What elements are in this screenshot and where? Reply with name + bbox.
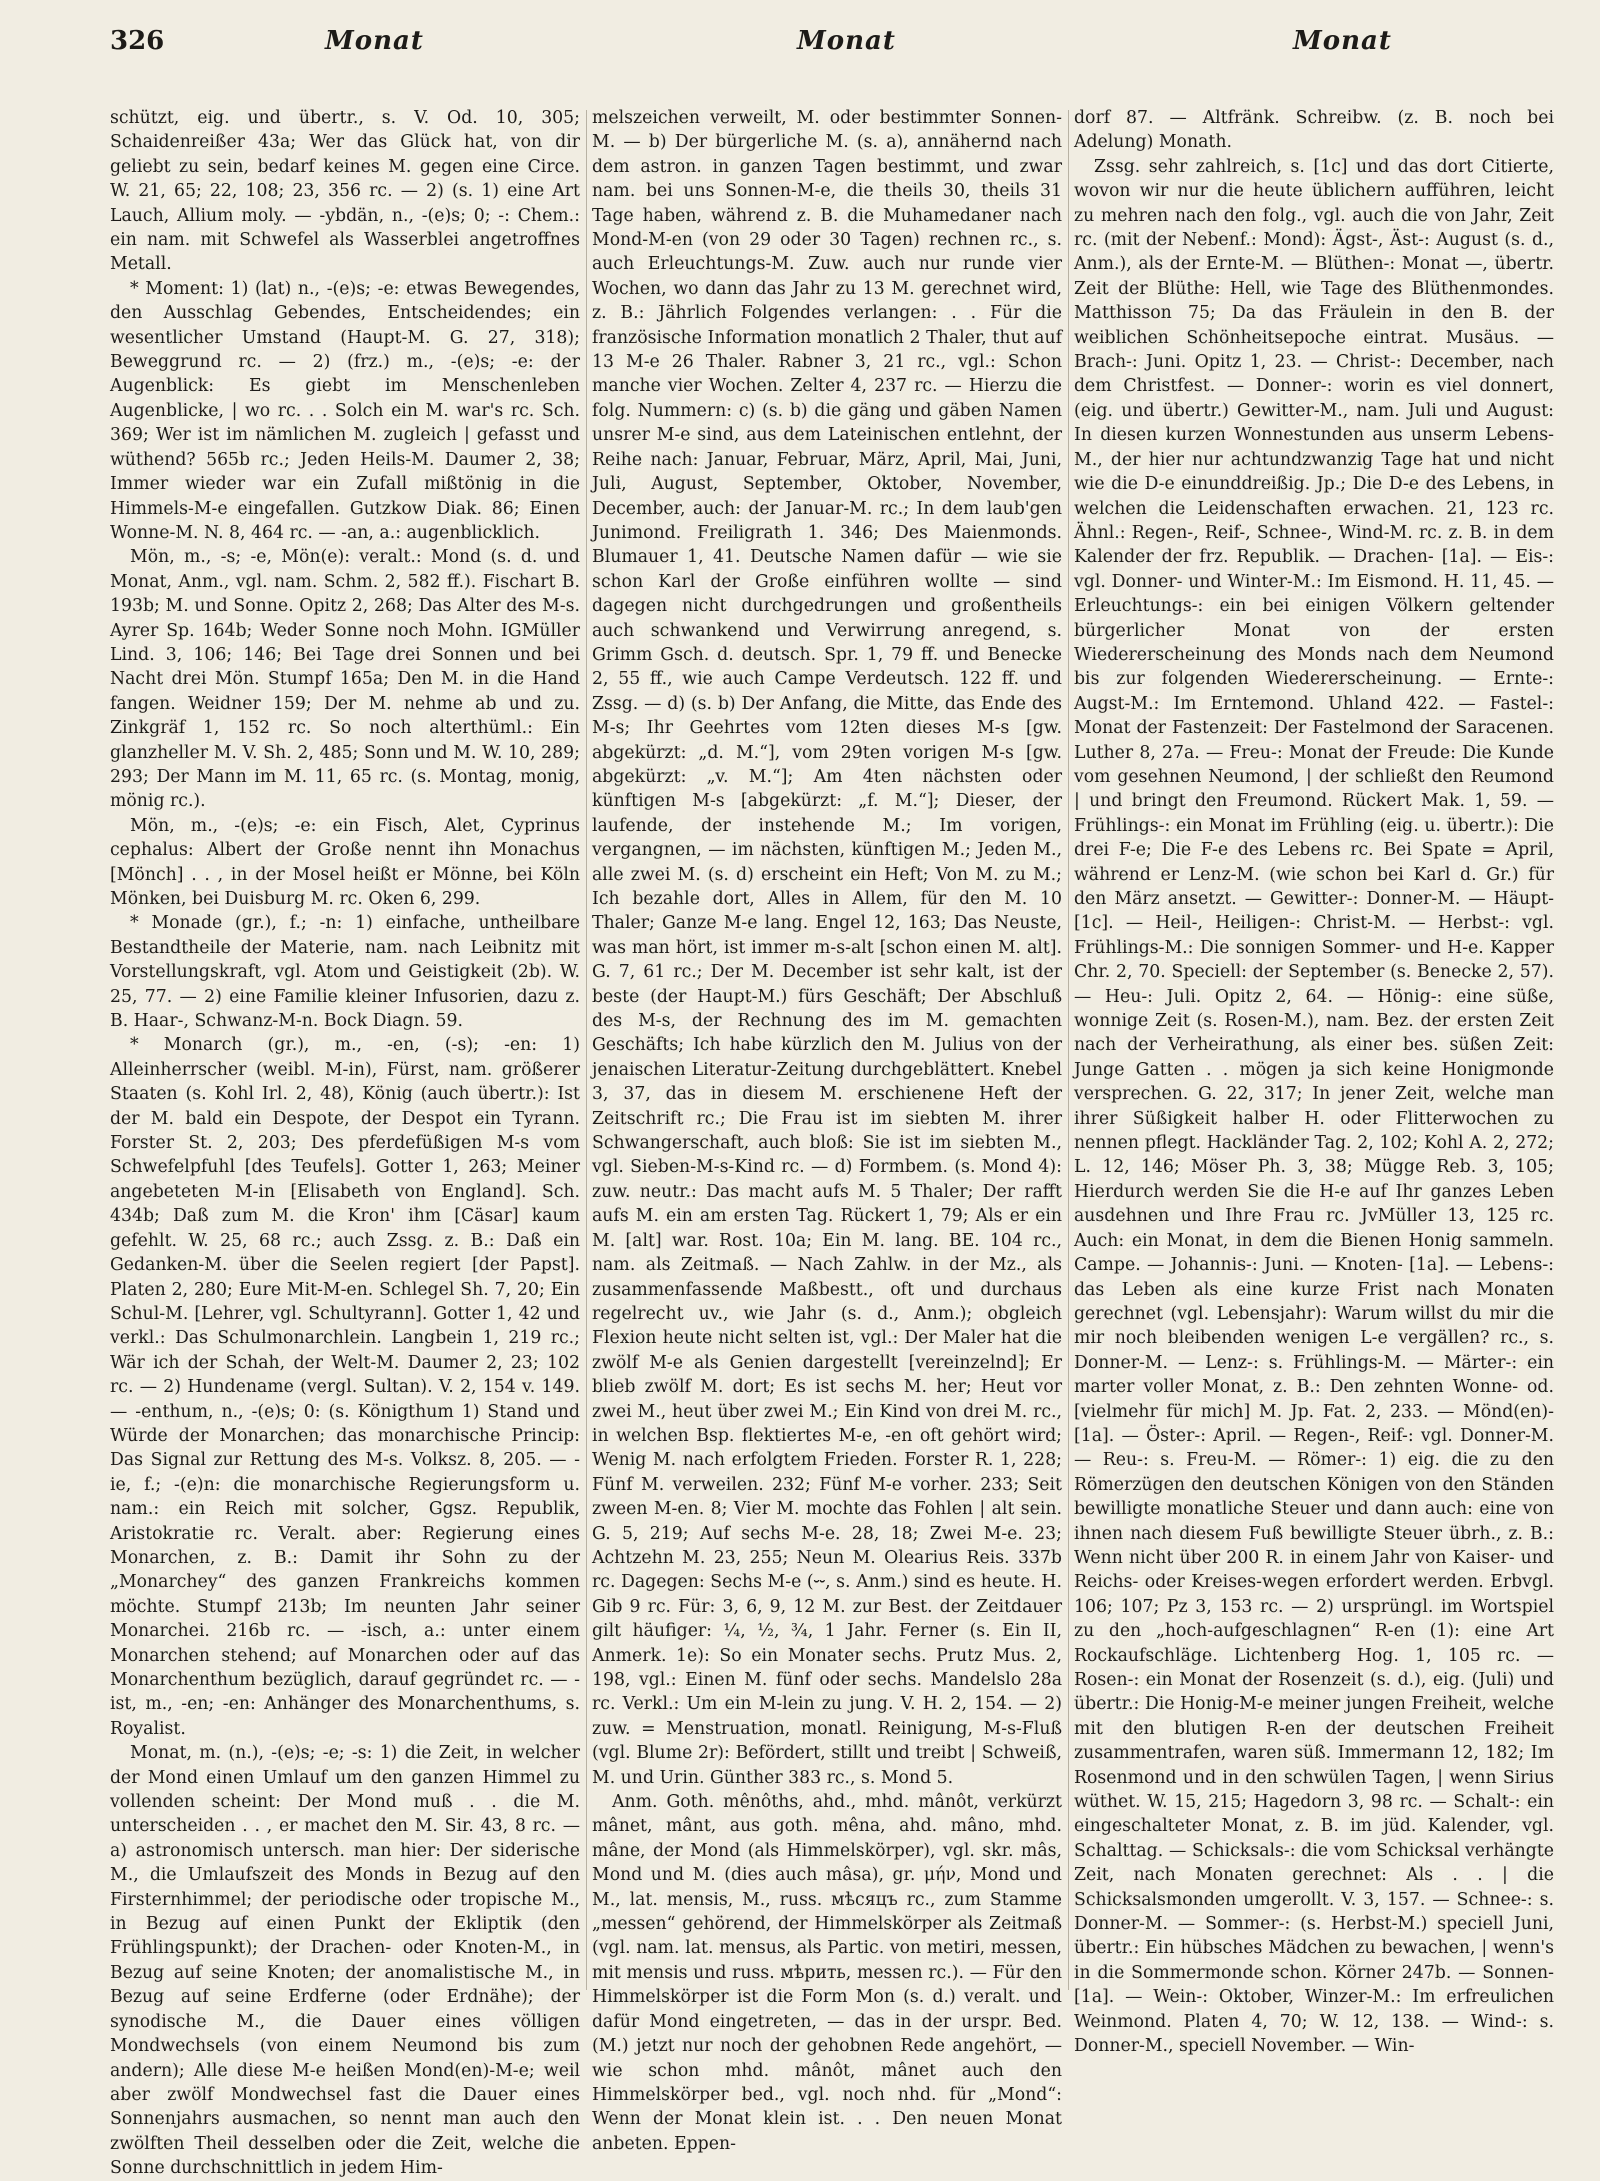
entry-anmerkung: Anm. Goth. mênôths, ahd., mhd. mânôt, verkürzt mânet, mânt, aus goth. mêna, ahd. mâno, mhd. mâne, der Mond (als Himmelskörper), vgl. skr. mâs, Mond und M. (dies auch mâsa), gr. μήν, Mond und M., lat. mensis, M., russ. мѣсяцъ rc., zum Stamme „messen“ gehörend, der Himmelskörper als Zeitmaß (vgl. nam. lat. mensus, als Partic. von metiri, messen, mit mensis und russ. мѣрить, messen rc.). — Für den Himmelskörper ist die Form Mon (s. d.) veralt. und dafür Mond eingetreten, — das in der urspr. Bed. (M.) jetzt nur noch der gehobnen Rede angehört, — wie schon mhd. mânôt, mânet auch den Himmelskörper bed., vgl. noch nhd. für „Mond“: Wenn der Monat klein ist. . . Den neuen Monat anbeten. Eppen-	[592, 1792, 1062, 2154]
text-columns	[110, 106, 1600, 2179]
column-middle	[592, 106, 1062, 2154]
entry-zusammensetzungen: Zssg. sehr zahlreich, s. [1c] und das dort Citierte, wovon wir nur die heute üblichern aufführen, leicht zu mehren nach den folg., vgl. auch die von Jahr, Zeit rc. (mit der Nebenf.: Mond): Ägst-, Äst-: August (s. d., Anm.), als der Ernte-M. — Blüthen-: Monat —, übertr. Zeit der Blüthe: Hell, wie Tage des Blüthenmondes. Matthisson 75; Da das Fräulein in den B. der weiblichen Schönheitsepoche eintrat. Musäus. — Brach-: Juni. Opitz 1, 23. — Christ-: December, nach dem Christfest. — Donner-: worin es viel donnert, (eig. und übertr.) Gewitter-M., nam. Juli und August: In diesen kurzen Wonnestunden aus unserm Lebens-M., der hier nur achtundzwanzig Tage hat und nicht wie die D-e einunddreißig. Jp.; Die D-e des Lebens, in welchen die Leidenschaften erwachen. 21, 123 rc. Ähnl.: Regen-, Reif-, Schnee-, Wind-M. rc. z. B. in dem Kalender der frz. Republik. — Drachen- [1a]. — Eis-: vgl. Donner- und Winter-M.: Im Eismond. H. 11, 45. — Erleuchtungs-: ein bei einigen Völkern geltender bürgerlicher Monat von der ersten Wiedererscheinung des Monds nach dem Neumond bis zur folgenden Wiedererscheinung. — Ernte-: Augst-M.: Im Erntemond. Uhland 422. — Fastel-: Monat der Fastenzeit: Der Fastelmond der Saracenen. Luther 8, 27a. — Freu-: Monat der Freude: Die Kunde vom gesehnen Neumond, | der schließt den Reumond | und bringt den Freumond. Rückert Mak. 1, 59. — Frühlings-: ein Monat im Frühling (eig. u. übertr.): Die drei F-e; Die F-e des Lebens rc. Bei Spate = April, während er Lenz-M. (wie schon bei Karl d. Gr.) für den März ansetzt. — Gewitter-: Donner-M. — Häupt- [1c]. — Heil-, Heiligen-: Christ-M. — Herbst-: vgl. Frühlings-M.: Die sonnigen Sommer- und H-e. Kapper Chr. 2, 70. Speciell: der September (s. Benecke 2, 57). — Heu-: Juli. Opitz 2, 64. — Hönig-: eine süße, wonnige Zeit (s. Rosen-M.), nam. Bez. der ersten Zeit nach der Verheirathung, als einer bes. süßen Zeit: Junge Gatten . . mögen ja sich keine Honigmonde versprechen. G. 22, 317; In jener Zeit, welche man ihrer Süßigkeit halber H. oder Flitterwochen zu nennen pflegt. Hackländer Tag. 2, 102; Kohl A. 2, 272; L. 12, 146; Möser Ph. 3, 38; Mügge Reb. 3, 105; Hierdurch werden Sie die H-e auf Ihr ganzes Leben ausdehnen und Ihre Frau rc. JvMüller 13, 125 rc. Auch: ein Monat, in dem die Bienen Honig sammeln. Campe. — Johannis-: Juni. — Knoten- [1a]. — Lebens-: das Leben als eine kurze Frist nach Monaten gerechnet (vgl. Lebensjahr): Warum willst du mir die mir noch bleibenden wenigen L-e vergällen? rc., s. Donner-M. — Lenz-: s. Frühlings-M. — Märter-: ein marter voller Monat, z. B.: Den zehnten Wonne- od. [vielmehr für mich] M. Jp. Fat. 2, 233. — Mönd(en)- [1a]. — Öster-: April. — Regen-, Reif-: vgl. Donner-M. — Reu-: s. Freu-M. — Römer-: 1) eig. die zu den Römerzügen den deutschen Königen von den Ständen bewilligte monatliche Steuer und dann auch: eine von ihnen nach diesem Fuß bewilligte Steuer übrh., z. B.: Wenn nicht über 200 R. in einem Jahr von Kaiser- und Reichs- oder Kreises-wegen erfordert werden. Erbvgl. 106; 107; Pz 3, 153 rc. — 2) ursprüngl. im Wortspiel zu den „hoch-aufgeschlagnen“ R-en (1): eine Art Rockaufschläge. Lichtenberg Hog. 1, 105 rc. — Rosen-: ein Monat der Rosenzeit (s. d.), eig. (Juli) und übertr.: Die Honig-M-e meiner jungen Freiheit, welche mit den blutigen R-en der deutschen Freiheit zusammentrafen, waren süß. Immermann 12, 182; Im Rosenmond und in den schwülen Tagen, | wenn Sirius wüthet. W. 15, 215; Hagedorn 3, 98 rc. — Schalt-: ein eingeschalteter Monat, z. B. im jüd. Kalender, vgl. Schalttag. — Schicksals-: die vom Schicksal verhängte Zeit, nach Monaten gerechnet: Als . . | die Schicksalsmonden umgerollt. V. 3, 157. — Schnee-: s. Donner-M. — Sommer-: (s. Herbst-M.) speciell Juni, übertr.: Ein hübsches Mädchen zu bewachen, | wenn's in die Sommermonde schon. Körner 247b. — Sonnen- [1a]. — Wein-: Oktober, Winzer-M.: Im erfreulichen Weinmond. Platen 4, 70; W. 12, 138. — Wind-: s. Donner-M., speciell November. — Win-	[1074, 156, 1554, 2057]
entry-moen-mond: Mön, m., -s; -e, Mön(e): veralt.: Mond (s. d. und Monat, Anm., vgl. nam. Schm. 2, 582 ff.). Fischart B. 193b; M. und Sonne. Opitz 2, 268; Das Alter des M-s. Ayrer Sp. 164b; Weder Sonne noch Mohn. IGMüller Lind. 3, 106; 146; Bei Tage drei Sonnen und bei Nacht drei Mön. Stumpf 165a; Den M. in die Hand fangen. Weidner 159; Der M. nehme ab und zu. Zinkgräf 1, 152 rc. So noch alterthüml.: Ein glanzheller M. V. Sh. 2, 485; Sonn und M. W. 10, 289; 293; Der Mann im M. 11, 65 rc. (s. Montag, monig, mönig rc.).	[110, 547, 580, 812]
page-number: 326	[110, 26, 165, 56]
entry-monade: * Monade (gr.), f.; -n: 1) einfache, untheilbare Bestandtheile der Materie, nam. nach Leibnitz mit Vorstellungskraft, vgl. Atom und Geistigkeit (2b). W. 25, 77. — 2) eine Familie kleiner Infusorien, dazu z. B. Haar-, Schwanz-M-n. Bock Diagn. 59.	[110, 913, 580, 1032]
running-head-right: Monat	[1293, 26, 1392, 56]
entry-paragraph: schützt, eig. und übertr., s. V. Od. 10, 305; Schaidenreißer 43a; Wer das Glück hat, von dir geliebt zu sein, bedarf keines M. gegen eine Circe. W. 21, 65; 22, 108; 23, 356 rc. — 2) (s. 1) eine Art Lauch, Allium moly. — -ybdän, n., -(e)s; 0; -: Chem.: ein nam. mit Schwefel als Wasserblei angetroffnes Metall.	[110, 108, 580, 275]
entry-paragraph: dorf 87. — Altfränk. Schreibw. (z. B. noch bei Adelung) Monath.	[1074, 108, 1554, 153]
entry-paragraph: melszeichen verweilt, M. oder bestimmter Sonnen-M. — b) Der bürgerliche M. (s. a), annähernd nach dem astron. in ganzen Tagen bestimmt, und zwar nam. bei uns Sonnen-M-e, die theils 30, theils 31 Tage haben, während z. B. die Muhamedaner nach Mond-M-en (von 29 oder 30 Tagen) rechnen rc., s. auch Erleuchtungs-M. Zuw. auch nur runde vier Wochen, wo dann das Jahr zu 13 M. gerechnet wird, z. B.: Jährlich Folgendes verlangen: . . Für die französische Information monatlich 2 Thaler, thut auf 13 M-e 26 Thaler. Rabner 3, 21 rc., vgl.: Schon manche vier Wochen. Zelter 4, 237 rc. — Hierzu die folg. Nummern: c) (s. b) die gäng und gäben Namen unsrer M-e sind, aus dem Lateinischen entlehnt, der Reihe nach: Januar, Februar, März, April, Mai, Juni, Juli, August, September, Oktober, November, December, auch: der Januar-M. rc.; In dem laub'gen Junimond. Freiligrath 1. 346; Des Maienmonds. Blumauer 1, 41. Deutsche Namen dafür — wie sie schon Karl der Große einführen wollte — sind dagegen nicht durchgedrungen und großentheils auch schwankend und Verwirrung anregend, s. Grimm Gsch. d. deutsch. Spr. 1, 79 ff. und Benecke 2, 55 ff., wie auch Campe Verdeutsch. 122 ff. und Zssg. — d) (s. b) Der Anfang, die Mitte, das Ende des M-s; Ihr Geehrtes vom 12ten dieses M-s [gw. abgekürzt: „d. M.“], vom 29ten vorigen M-s [gw. abgekürzt: „v. M.“]; Am 4ten nächsten oder künftigen M-s [abgekürzt: „f. M.“]; Dieser, der laufende, der instehende M.; Im vorigen, vergangnen, — im nächsten, künftigen M.; Jeden M., alle zwei M. (s. d) erscheint ein Heft; Von M. zu M.; Ich bezahle dort, Alles in Allem, für den M. 10 Thaler; Ganze M-e lang. Engel 12, 163; Das Neuste, was man hört, ist immer m-s-alt [schon einen M. alt]. G. 7, 61 rc.; Der M. December ist sehr kalt, ist der beste (der Haupt-M.) fürs Geschäft; Der Abschluß des M-s, der Rechnung des im M. gemachten Geschäfts; Ich habe kürzlich den M. Julius von der jenaischen Literatur-Zeitung durchgeblättert. Knebel 3, 37, das in diesem M. erschienene Heft der Zeitschrift rc.; Die Frau ist im siebten M. ihrer Schwangerschaft, auch bloß: Sie ist im siebten M., vgl. Sieben-M-s-Kind rc. — d) Formbem. (s. Mond 4): zuw. neutr.: Das macht aufs M. 5 Thaler; Der rafft aufs M. ein am ersten Tag. Rückert 1, 79; Als er ein M. [alt] war. Rost. 10a; Ein M. lang. BE. 104 rc., nam. als Zeitmaß. — Nach Zahlw. in der Mz., als zusammenfassende Maßbestt., oft und durchaus regelrecht uv., wie Jahr (s. d., Anm.); obgleich Flexion heute nicht selten ist, vgl.: Der Maler hat die zwölf M-e als Genien dargestellt [vereinzelnd]; Er blieb zwölf M. dort; Es ist sechs M. her; Heut vor zwei M., heut über zwei M.; Ein Kind von drei M. rc., in welchen Bsp. flektiertes M-e, -en oft gehört wird; Wenig M. nach erfolgtem Frieden. Forster R. 1, 228; Fünf M. verweilen. 232; Fünf M-e vorher. 233; Seit zween M-en. 8; Vier M. mochte das Fohlen | alt sein. G. 5, 219; Auf sechs M-e. 28, 18; Zwei M-e. 23; Achtzehn M. 23, 255; Neun M. Olearius Reis. 337b rc. Dagegen: Sechs M-e (⏑⏑, s. Anm.) sind es heute. H. Gib 9 rc. Für: 3, 6, 9, 12 M. zur Best. der Zeitdauer gilt häufiger: ¼, ½, ¾, 1 Jahr. Ferner (s. Ein II, Anmerk. 1e): So ein Monater sechs. Prutz Mus. 2, 198, vgl.: Einen M. fünf oder sechs. Mandelslo 28a rc. Verkl.: Um ein M-lein zu jung. V. H. 2, 154. — 2) zuw. = Menstruation, monatl. Reinigung, M-s-Fluß (vgl. Blume 2r): Befördert, stillt und treibt | Schweiß, M. und Urin. Günther 383 rc., s. Mond 5.	[592, 108, 1062, 1788]
entry-moen-fisch: Mön, m., -(e)s; -e: ein Fisch, Alet, Cyprinus cephalus: Albert der Große nennt ihn Monachus [Mönch] . . , in der Mosel heißt er Mönne, bei Köln Mönken, bei Duisburg M. rc. Oken 6, 299.	[110, 815, 580, 909]
running-head-center: Monat	[797, 26, 896, 56]
entry-monat: Monat, m. (n.), -(e)s; -e; -s: 1) die Zeit, in welcher der Mond einen Umlauf um den ganzen Himmel zu vollenden scheint: Der Mond muß . . die M. unterscheiden . . , er machet den M. Sir. 43, 8 rc. — a) astronomisch untersch. man hier: Der siderische M., die Umlaufszeit des Monds in Bezug auf den Firsternhimmel; der periodische oder tropische M., in Bezug auf einen Punkt der Ekliptik (den Frühlingspunkt); der Drachen- oder Knoten-M., in Bezug auf seine Knoten; der anomalistische M., in Bezug auf seine Erdferne (oder Erdnähe); der synodische M., die Dauer eines völligen Mondwechsels (von einem Neumond bis zum andern); Alle diese M-e heißen Mond(en)-M-e; weil aber zwölf Mondwechsel fast die Dauer eines Sonnenjahrs ausmachen, so nennt man auch den zwölften Theil desselben oder die Zeit, welche die Sonne durchschnittlich in jedem Him-	[110, 1743, 580, 2179]
column-right	[1074, 106, 1554, 2057]
entry-moment: * Moment: 1) (lat) n., -(e)s; -e: etwas Bewegendes, den Ausschlag Gebendes, Entscheidendes; ein wesentlicher Umstand (Haupt-M. G. 27, 318); Beweggrund rc. — 2) (frz.) m., -(e)s; -e: der Augenblick: Es giebt im Menschenleben Augenblicke, | wo rc. . . Solch ein M. war's rc. Sch. 369; Wer ist im nämlichen M. zugleich | gefasst und wüthend? 565b rc.; Jeden Heils-M. Daumer 2, 38; Immer wieder war ein Zufall mißtönig in die Himmels-M-e eingefallen. Gutzkow Diak. 86; Einen Wonne-M. N. 8, 464 rc. — -an, a.: augenblicklich.	[110, 278, 580, 543]
running-head-left: Monat	[325, 26, 424, 56]
entry-monarch: * Monarch (gr.), m., -en, (-s); -en: 1) Alleinherrscher (weibl. M-in), Fürst, nam. größerer Staaten (s. Kohl Irl. 2, 48), König (auch übertr.): Ist der M. bald ein Despote, der Despot ein Tyrann. Forster St. 2, 203; Des pferdefüßigen M-s vom Schwefelpfuhl [des Teufels]. Gotter 1, 263; Meiner angebeteten M-in [Elisabeth von England]. Sch. 434b; Daß zum M. die Kron' ihm [Cäsar] kaum gefehlt. W. 25, 68 rc.; auch Zssg. z. B.: Daß ein Gedanken-M. über die Seelen regiert [der Papst]. Platen 2, 280; Eure Mit-M-en. Schlegel Sh. 7, 20; Ein Schul-M. [Lehrer, vgl. Schultyrann]. Gotter 1, 42 und verkl.: Das Schulmonarchlein. Langbein 1, 219 rc.; Wär ich der Schah, der Welt-M. Daumer 2, 23; 102 rc. — 2) Hundename (vergl. Sultan). V. 2, 154 v. 149. — -enthum, n., -(e)s; 0: (s. Königthum 1) Stand und Würde der Monarchen; das monarchische Princip: Das Signal zur Rettung des M-s. Volksz. 8, 205. — -ie, f.; -(e)n: die monarchische Regierungsform u. nam.: ein Reich mit solcher, Ggsz. Republik, Aristokratie rc. Veralt. aber: Regierung eines Monarchen, z. B.: Damit ihr Sohn zu der „Monarchey“ des ganzen Frankreichs kommen möchte. Stumpf 213b; Im neunten Jahr seiner Monarchei. 216b rc. — -isch, a.: unter einem Monarchen stehend; auf Monarchen oder auf das Monarchenthum bezüglich, darauf gegründet rc. — -ist, m., -en; -en: Anhänger des Monarchenthums, s. Royalist.	[110, 1035, 580, 1739]
page-header	[110, 20, 1600, 64]
column-left	[110, 106, 580, 2179]
